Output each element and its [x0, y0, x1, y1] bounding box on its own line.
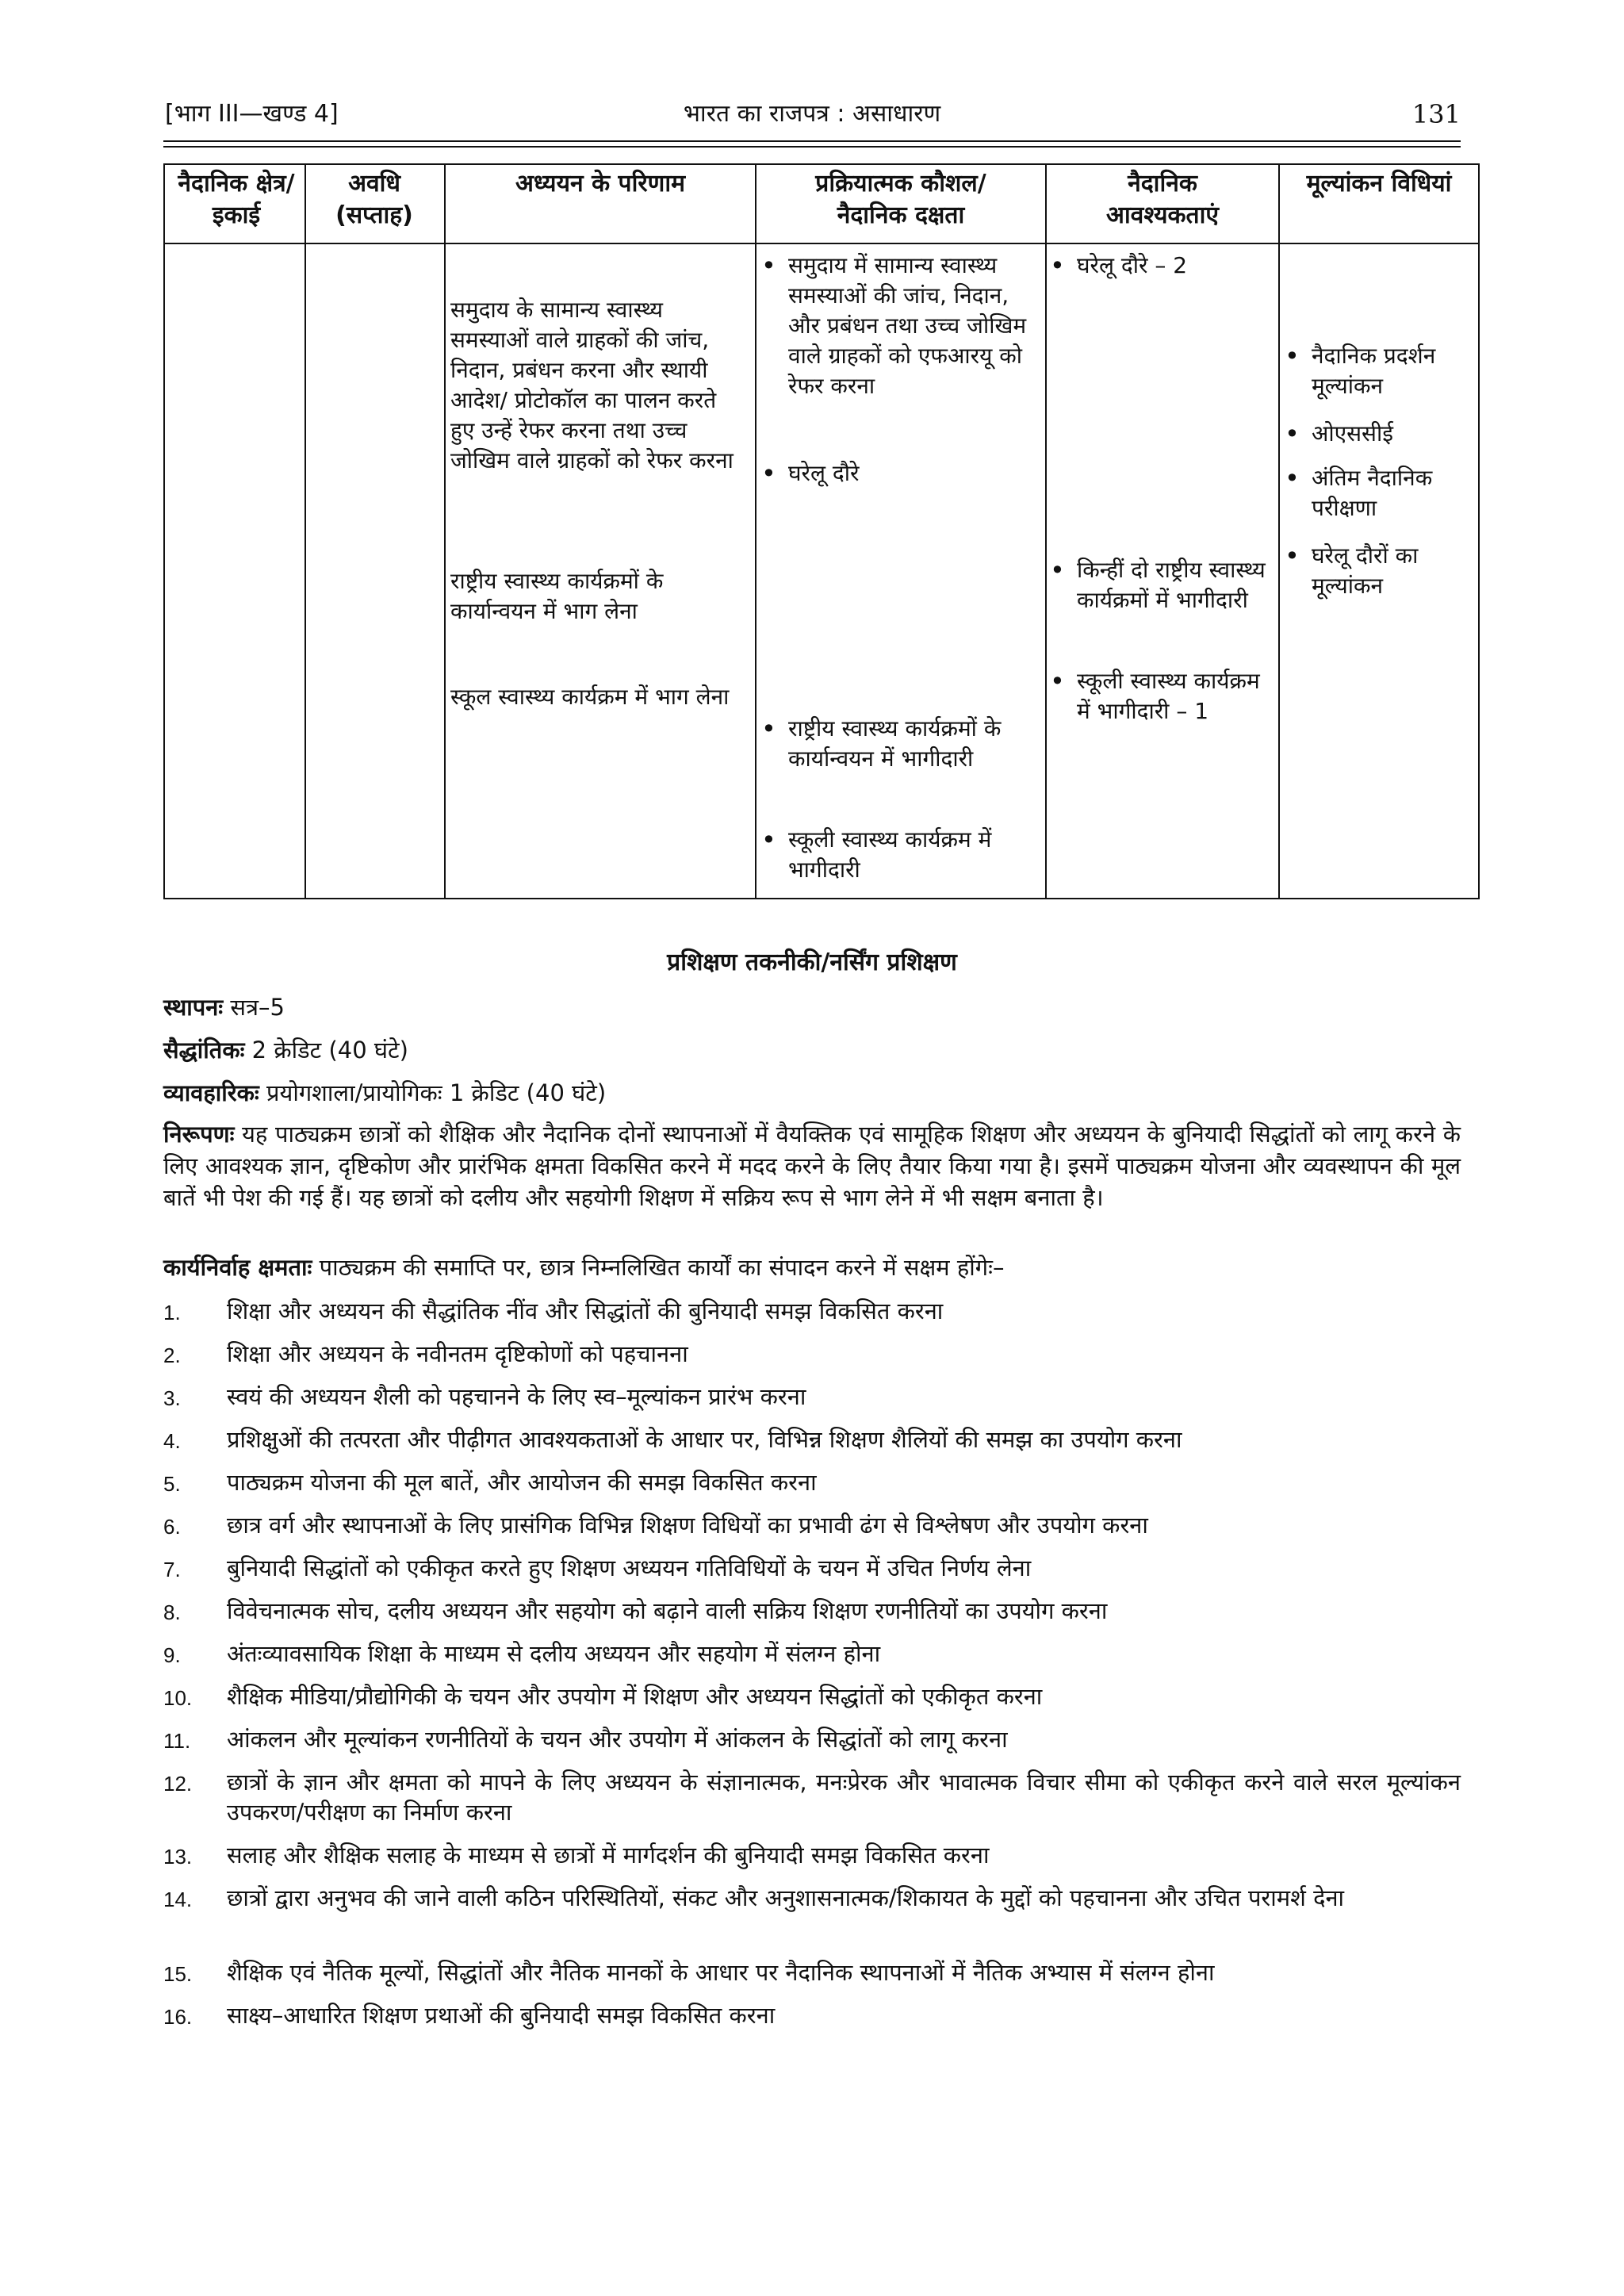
- column-header-clinical-area: नैदानिक क्षेत्र/इकाई: [178, 170, 295, 229]
- header-row-divider: [165, 243, 1478, 244]
- page-number: 131: [1411, 99, 1461, 129]
- column-divider: [304, 165, 306, 898]
- column-divider: [1278, 165, 1280, 898]
- column-header-learning-outcomes: अध्ययन के परिणाम: [515, 170, 686, 197]
- item-number: 9.: [163, 1643, 181, 1667]
- item-number: 13.: [163, 1845, 193, 1869]
- description-paragraph: [163, 1118, 1461, 1213]
- item-number: 4.: [163, 1429, 181, 1453]
- column-header-procedural-skills: प्रक्रियात्मक कौशल/ नैदानिक दक्षता: [815, 170, 986, 229]
- requirement-item: • स्कूली स्वास्थ्य कार्यक्रम में भागीदारी – 1: [1050, 666, 1277, 726]
- item-text: पाठ्यक्रम योजना की मूल बातें, और आयोजन की समझ विकसित करना: [227, 1469, 817, 1496]
- evaluation-item: • नैदानिक प्रदर्शन मूल्यांकन: [1285, 341, 1478, 401]
- item-text: सलाह और शैक्षिक सलाह के माध्यम से छात्रों में मार्गदर्शन की बुनियादी समझ विकसित करना: [227, 1842, 990, 1869]
- item-text: शिक्षा और अध्ययन के नवीनतम दृष्टिकोणों को पहचानना: [227, 1340, 688, 1367]
- requirement-item: • घरेलू दौरे – 2: [1050, 251, 1277, 281]
- header-gazette-title: भारत का राजपत्र : असाधारण: [683, 100, 941, 128]
- skill-item: • घरेलू दौरे: [761, 458, 1040, 489]
- item-number: 10.: [163, 1686, 193, 1710]
- item-text: स्वयं की अध्ययन शैली को पहचानने के लिए स्व–मूल्यांकन प्रारंभ करना: [227, 1383, 806, 1410]
- item-text: साक्ष्य–आधारित शिक्षण प्रथाओं की बुनियादी समझ विकसित करना: [227, 2002, 776, 2029]
- item-number: 12.: [163, 1772, 193, 1796]
- requirement-item: • किन्हीं दो राष्ट्रीय स्वास्थ्य कार्यक्रमों में भागीदारी: [1050, 555, 1277, 615]
- competency-line: [163, 1251, 1004, 1283]
- placement-line: [163, 991, 285, 1023]
- item-text: शिक्षा और अध्ययन की सैद्धांतिक नींव और सिद्धांतों की बुनियादी समझ विकसित करना: [227, 1297, 944, 1324]
- item-number: 3.: [163, 1386, 181, 1410]
- item-number: 11.: [163, 1729, 191, 1753]
- item-number: 6.: [163, 1515, 181, 1539]
- column-header-duration: अवधि (सप्ताह): [335, 170, 413, 229]
- header-rule-top: [163, 140, 1461, 142]
- item-text: छात्रों के ज्ञान और क्षमता को मापने के लिए अध्ययन के संज्ञानात्मक, मनःप्रेरक और भावात्मक विचार सीमा को एकीकृत करने वाले सरल मूल्यांकन उपकरण/परीक्षण का निर्माण करना: [227, 1769, 1461, 1826]
- evaluation-item: • अंतिम नैदानिक परीक्षणा: [1285, 463, 1478, 523]
- item-text: आंकलन और मूल्यांकन रणनीतियों के चयन और उपयोग में आंकलन के सिद्धांतों को लागू करना: [227, 1726, 1008, 1753]
- competency-label: कार्यनिर्वाह क्षमताः: [163, 1254, 312, 1281]
- item-text: अंतःव्यावसायिक शिक्षा के माध्यम से दलीय अध्ययन और सहयोग में संलग्न होना: [227, 1640, 881, 1667]
- practical-value: प्रयोगशाला/प्रायोगिकः 1 क्रेडिट (40 घंटे): [259, 1079, 607, 1106]
- item-text: छात्र वर्ग और स्थापनाओं के लिए प्रासंगिक विभिन्न शिक्षण विधियों का प्रभावी ढंग से विश्लेषण और उपयोग करना: [227, 1512, 1148, 1539]
- item-number: 16.: [163, 2005, 193, 2029]
- column-header-evaluation-methods: मूल्यांकन विधियां: [1306, 170, 1452, 197]
- theory-value: 2 क्रेडिट (40 घंटे): [244, 1037, 408, 1064]
- item-text: शैक्षिक मीडिया/प्रौद्योगिकी के चयन और उपयोग में शिक्षण और अध्ययन सिद्धांतों को एकीकृत करना: [227, 1683, 1043, 1710]
- placement-value: सत्र–5: [223, 994, 285, 1021]
- item-text: प्रशिक्षुओं की तत्परता और पीढ़ीगत आवश्यकताओं के आधार पर, विभिन्न शिक्षण शैलियों की समझ का उपयोग करना: [227, 1426, 1182, 1453]
- item-text: शैक्षिक एवं नैतिक मूल्यों, सिद्धांतों और नैतिक मानकों के आधार पर नैदानिक स्थापनाओं में नैतिक अभ्यास में संलग्न होना: [227, 1959, 1215, 1986]
- item-number: 7.: [163, 1558, 181, 1581]
- header-part-section: [भाग III—खण्ड 4]: [165, 100, 339, 128]
- clinical-table: [163, 163, 1480, 899]
- evaluation-item: • ओएससीई: [1285, 419, 1478, 449]
- item-text: बुनियादी सिद्धांतों को एकीकृत करते हुए शिक्षण अध्ययन गतिविधियों के चयन में उचित निर्णय लेना: [227, 1554, 1032, 1581]
- skill-item: • समुदाय में सामान्य स्वास्थ्य समस्याओं की जांच, निदान, और प्रबंधन तथा उच्च जोखिम वाले ग्राहकों को एफआरयू को रेफर करना: [761, 251, 1040, 401]
- skill-item: • राष्ट्रीय स्वास्थ्य कार्यक्रमों के कार्यान्वयन में भागीदारी: [761, 714, 1040, 774]
- item-number: 5.: [163, 1472, 181, 1496]
- skill-item: • स्कूली स्वास्थ्य कार्यक्रम में भागीदारी: [761, 825, 1040, 885]
- learning-outcome: समुदाय के सामान्य स्वास्थ्य समस्याओं वाले ग्राहकों की जांच, निदान, प्रबंधन करना और स्थायी आदेश/ प्रोटोकॉल का पालन करते हुए उन्हें रेफर करना तथा उच्च जोखिम वाले ग्राहकों को रेफर करना: [450, 297, 733, 473]
- section-title: प्रशिक्षण तकनीकी/नर्सिंग प्रशिक्षण: [667, 949, 957, 976]
- theory-line: [163, 1034, 408, 1066]
- column-header-clinical-requirements: नैदानिक आवश्यकताएं: [1106, 170, 1219, 229]
- practical-label: व्यावहारिकः: [163, 1079, 259, 1106]
- learning-outcome: स्कूल स्वास्थ्य कार्यक्रम में भाग लेना: [450, 684, 730, 710]
- item-number: 1.: [163, 1301, 181, 1324]
- item-number: 8.: [163, 1600, 181, 1624]
- header-rule-bottom: [163, 146, 1461, 148]
- column-divider: [755, 165, 756, 898]
- theory-label: सैद्धांतिकः: [163, 1037, 245, 1064]
- item-number: 14.: [163, 1888, 193, 1911]
- placement-label: स्थापनः: [163, 994, 224, 1021]
- evaluation-item: • घरेलू दौरों का मूल्यांकन: [1285, 541, 1478, 601]
- practical-line: [163, 1077, 606, 1109]
- learning-outcome: राष्ट्रीय स्वास्थ्य कार्यक्रमों के कार्यान्वयन में भाग लेना: [450, 568, 664, 624]
- column-divider: [1045, 165, 1047, 898]
- description-text: यह पाठ्यक्रम छात्रों को शैक्षिक और नैदानिक दोनों स्थापनाओं में वैयक्तिक एवं सामूहिक शिक्षण और अध्ययन के बुनियादी सिद्धांतों को लागू करने के लिए आवश्यक ज्ञान, दृष्टिकोण और प्रारंभिक क्षमता विकसित करने में मदद करने के लिए तैयार किया गया है। इसमें पाठ्यक्रम योजना और व्यवस्थापन की मूल बातें भी पेश की गई हैं। यह छात्रों को दलीय और सहयोगी शिक्षण में सक्रिय रूप से भाग लेने में भी सक्षम बनाता है।: [163, 1121, 1461, 1211]
- item-number: 15.: [163, 1962, 193, 1986]
- item-text: विवेचनात्मक सोच, दलीय अध्ययन और सहयोग को बढ़ाने वाली सक्रिय शिक्षण रणनीतियों का उपयोग करना: [227, 1597, 1108, 1624]
- description-label: निरूपणः: [163, 1121, 235, 1148]
- column-divider: [444, 165, 446, 898]
- item-text: छात्रों द्वारा अनुभव की जाने वाली कठिन परिस्थितियों, संकट और अनुशासनात्मक/शिकायत के मुद्दों को पहचानना और उचित परामर्श देना: [227, 1884, 1345, 1911]
- competency-text: पाठ्यक्रम की समाप्ति पर, छात्र निम्नलिखित कार्यों का संपादन करने में सक्षम होंगेः–: [312, 1254, 1005, 1281]
- item-number: 2.: [163, 1343, 181, 1367]
